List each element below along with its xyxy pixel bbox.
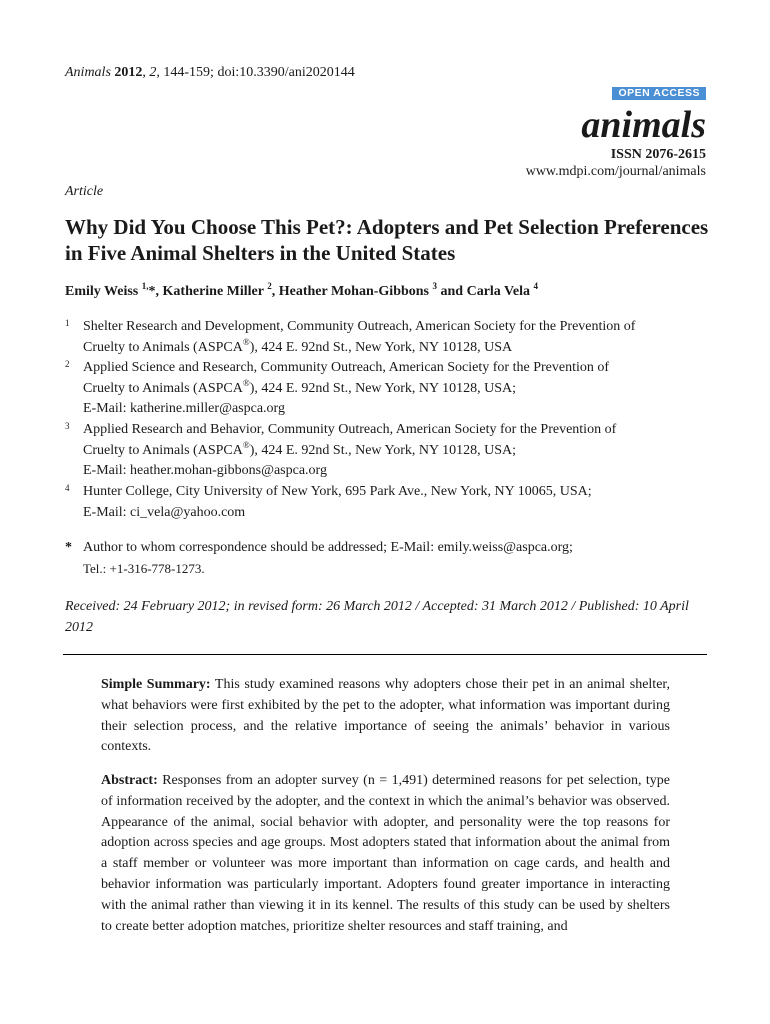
simple-summary <box>101 675 670 758</box>
citation-journal: Animals <box>65 65 111 80</box>
author-name: Emily Weiss <box>65 284 139 299</box>
citation-volume: 2 <box>149 65 157 80</box>
registered-mark: ® <box>242 439 250 450</box>
affiliation: 3 Applied Research and Behavior, Community Outreach, American Society for the Prevention of Cruelty to Animals (ASPCA®), 424 E. 92nd St., New York, NY 10128, USA; E-Mail: heather.mohan-gibbons@aspca.org <box>83 420 723 482</box>
author-affiliation: 2 <box>267 281 272 291</box>
author-name: Katherine Miller <box>162 284 264 299</box>
registered-mark: ® <box>242 377 250 388</box>
author-name: Carla Vela <box>466 284 530 299</box>
citation-line: Animals 2012, 2, 144-159; doi:10.3390/ani2020144 <box>65 65 355 80</box>
abstract <box>101 771 670 937</box>
paper-title: Why Did You Choose This Pet?: Adopters and Pet Selection Preferences in Five Animal Shelters in the United States <box>65 215 709 265</box>
journal-url[interactable]: www.mdpi.com/journal/animals <box>525 164 706 179</box>
affiliation-email[interactable]: E-Mail: heather.mohan-gibbons@aspca.org <box>83 463 327 479</box>
correspondence-note <box>65 538 715 579</box>
issn: ISSN 2076-2615 <box>610 147 706 162</box>
citation-rest: , 144-159; doi:10.3390/ani2020144 <box>156 65 355 80</box>
author-affiliation: 4 <box>533 281 538 291</box>
affiliation-number: 1 <box>65 318 70 328</box>
author-list: Emily Weiss $^{1,}$*, Katherine Miller $^2$, Heather Mohan-Gibbons $^3$ and Carla Vela $^4$ <box>65 281 538 299</box>
abstract-text: Responses from an adopter survey (n = 1,491) determined reasons for pet selection, type of information received by the adopter, and the context in which the animal’s behavior was observed. Appearance of the animal, social behavior with adopter, and personality were the top reasons for adoption across species and age groups. Most adopters stated that information about the animal from a staff member or volunteer was more important than information on cage cards, and health and behavior information was particularly important. Adopters found greater importance in interacting with the animal rather than viewing it in its kennel. The results of this study can be used by shelters to create better adoption matches, prioritize shelter resources and staff training, and <box>101 773 671 934</box>
correspondence-tel: Tel.: +1-316-778-1273. <box>83 560 205 576</box>
registered-mark: ® <box>242 336 250 347</box>
simple-summary-label: Simple Summary: <box>101 677 211 692</box>
corresponding-star: * <box>65 540 72 555</box>
affiliation: 2 Applied Science and Research, Community Outreach, American Society for the Prevention of Cruelty to Animals (ASPCA®), 424 E. 92nd St., New York, NY 10128, USA; E-Mail: katherine.miller@aspca.org <box>83 358 723 420</box>
open-access-badge: OPEN ACCESS <box>612 87 706 100</box>
affiliation: 4 Hunter College, City University of New York, 695 Park Ave., New York, NY 10065, USA; E-Mail: ci_vela@yahoo.com <box>83 482 723 523</box>
author-name: Heather Mohan-Gibbons <box>278 284 429 299</box>
affiliation-number: 4 <box>65 483 70 493</box>
affiliation-number: 3 <box>65 421 70 431</box>
article-type: Article <box>65 184 104 199</box>
simple-summary-text: This study examined reasons why adopters chose their pet in an animal shelter, what behaviors were first exhibited by the pet to the adopter, what information was important during their selection process, and the relative importance of seeing the animals’ behavior in various contexts. <box>101 677 671 755</box>
corresponding-star: * <box>148 284 156 299</box>
citation-year: 2012 <box>114 65 143 80</box>
publication-dates: Received: 24 February 2012; in revised form: 26 March 2012 / Accepted: 31 March 2012 / Published: 10 April 2012 <box>65 599 689 635</box>
author-affiliation: 1, <box>141 281 149 291</box>
correspondence-text: Author to whom correspondence should be addressed; E-Mail: emily.weiss@aspca.org; <box>83 540 573 555</box>
affiliation-email[interactable]: E-Mail: ci_vela@yahoo.com <box>83 504 246 520</box>
affiliation: 1 Shelter Research and Development, Community Outreach, American Society for the Prevention of Cruelty to Animals (ASPCA®), 424 E. 92nd St., New York, NY 10128, USA <box>83 317 723 358</box>
journal-name: animals <box>581 104 706 146</box>
divider <box>63 654 707 655</box>
author-affiliation: 3 <box>432 281 437 291</box>
affiliation-number: 2 <box>65 359 70 369</box>
affiliation-email[interactable]: E-Mail: katherine.miller@aspca.org <box>83 401 285 417</box>
abstract-label: Abstract: <box>101 773 158 788</box>
